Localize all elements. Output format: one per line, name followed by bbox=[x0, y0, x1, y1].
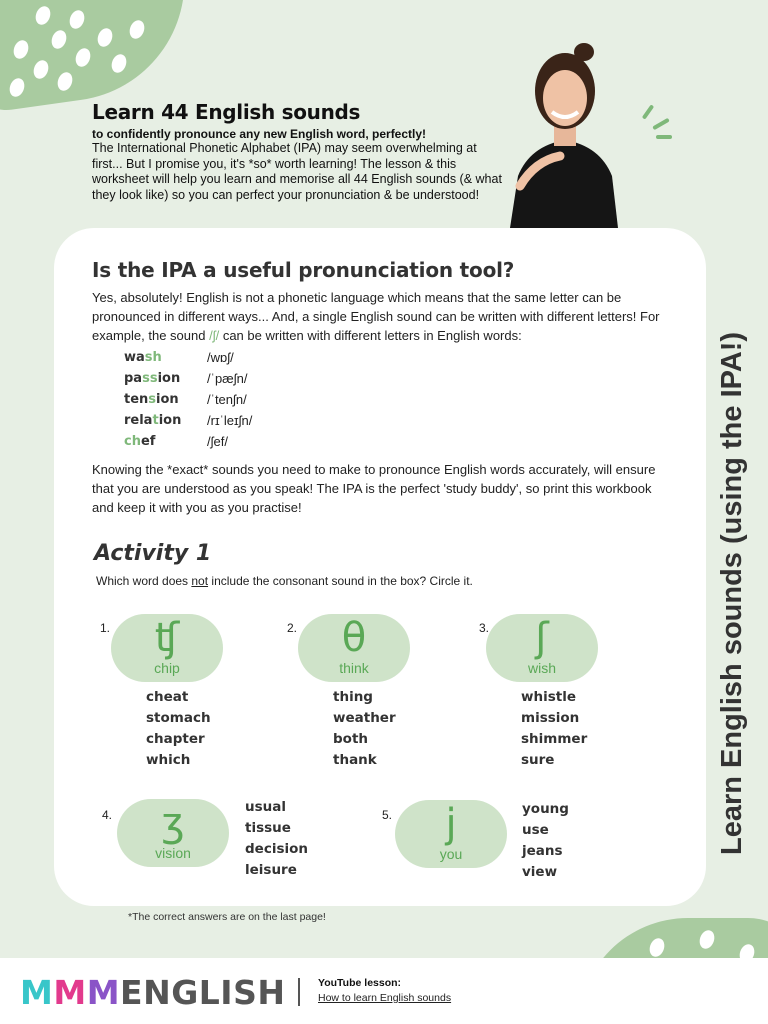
decorative-blob-top-left bbox=[0, 0, 200, 115]
page-subtitle: to confidently pronounce any new English word, perfectly! bbox=[92, 127, 427, 141]
word-choice[interactable]: chapter bbox=[146, 731, 205, 747]
item-number: 1. bbox=[100, 621, 111, 635]
paragraph-text: Yes, absolutely! English is not a phonetic language which means that the same letter can be pronounced in different ways... And, a single English sound can be written with different letters! For example, the sound bbox=[92, 290, 660, 343]
word-choice[interactable]: thing bbox=[333, 689, 373, 705]
example-word: tension bbox=[124, 392, 179, 407]
side-title: Learn English sounds (using the IPA!) bbox=[716, 331, 748, 855]
item-number: 2. bbox=[287, 621, 298, 635]
sound-example-word: vision bbox=[155, 845, 191, 861]
word-choices bbox=[146, 687, 211, 771]
ipa-symbol: ʧ bbox=[154, 615, 180, 661]
section-paragraph-1 bbox=[92, 288, 662, 345]
example-row bbox=[124, 434, 324, 455]
sound-example-word: you bbox=[439, 846, 463, 862]
example-ipa: /wɒʃ/ bbox=[207, 350, 234, 365]
paragraph-text: can be written with different letters in English words: bbox=[219, 328, 522, 343]
word-choice[interactable]: sure bbox=[521, 752, 555, 768]
word-choice[interactable]: which bbox=[146, 752, 191, 768]
word-choice[interactable]: tissue bbox=[245, 820, 291, 836]
example-word-list bbox=[124, 350, 324, 455]
word-choice[interactable]: jeans bbox=[522, 843, 563, 859]
item-number: 5. bbox=[382, 808, 393, 822]
word-choice[interactable]: view bbox=[522, 864, 558, 880]
word-choice[interactable]: young bbox=[522, 801, 569, 817]
example-ipa: /rɪˈleɪʃn/ bbox=[207, 413, 253, 428]
example-word: passion bbox=[124, 371, 181, 386]
word-choices bbox=[522, 799, 569, 883]
sound-box bbox=[111, 614, 223, 682]
ipa-symbol: j bbox=[445, 801, 457, 847]
activity-instruction: Which word does not include the consonant sound in the box? Circle it. bbox=[96, 574, 473, 588]
example-ipa: /ʃef/ bbox=[207, 434, 228, 449]
word-choice[interactable]: thank bbox=[333, 752, 377, 768]
example-word: relation bbox=[124, 413, 182, 428]
intro-text: The International Phonetic Alphabet (IPA) may seem overwhelming at first... But I promise you, it's *so* worth learning! The lesson & this worksheet will help you learn and memorise all 44 English sounds (& what they look like) so you can perfect your pronunciation & be understood! bbox=[92, 141, 502, 202]
word-choice[interactable]: both bbox=[333, 731, 369, 747]
activity-title: Activity 1 bbox=[94, 541, 212, 566]
ipa-symbol: ʒ bbox=[161, 800, 185, 846]
word-choice[interactable]: decision bbox=[245, 841, 308, 857]
header bbox=[92, 100, 512, 203]
word-choice[interactable]: leisure bbox=[245, 862, 297, 878]
example-word: wash bbox=[124, 350, 162, 365]
brand-logo: MMMENGLISH bbox=[20, 973, 286, 1012]
example-word: chef bbox=[124, 434, 156, 449]
sound-box bbox=[117, 799, 229, 867]
section-paragraph-2: Knowing the *exact* sounds you need to make to pronounce English words accurately, will ensure that you are understood as you speak! The IPA is the perfect 'study buddy', so print this workbook and keep it with you as you practise! bbox=[92, 462, 656, 515]
word-choices bbox=[245, 797, 308, 881]
sound-example-word: think bbox=[339, 660, 369, 676]
word-choice[interactable]: whistle bbox=[521, 689, 576, 705]
page-title: Learn 44 English sounds bbox=[92, 100, 361, 124]
word-choices bbox=[521, 687, 587, 771]
sound-box bbox=[395, 800, 507, 868]
example-row bbox=[124, 392, 324, 413]
word-choice[interactable]: mission bbox=[521, 710, 580, 726]
example-row bbox=[124, 413, 324, 434]
ipa-sound-highlight: /ʃ/ bbox=[209, 328, 220, 343]
sound-example-word: wish bbox=[527, 660, 556, 676]
example-ipa: /ˈpæʃn/ bbox=[207, 371, 248, 386]
accent-dash bbox=[642, 104, 654, 119]
word-choices bbox=[333, 687, 396, 771]
answers-note: *The correct answers are on the last page! bbox=[128, 911, 326, 923]
example-ipa: /ˈtenʃn/ bbox=[207, 392, 247, 407]
item-number: 4. bbox=[102, 808, 113, 822]
accent-dash bbox=[656, 135, 672, 139]
word-choice[interactable]: use bbox=[522, 822, 549, 838]
item-number: 3. bbox=[479, 621, 490, 635]
ipa-symbol: ʃ bbox=[535, 615, 549, 661]
word-choice[interactable]: cheat bbox=[146, 689, 189, 705]
word-choice[interactable]: stomach bbox=[146, 710, 211, 726]
word-choice[interactable]: usual bbox=[245, 799, 286, 815]
footer-divider bbox=[298, 978, 300, 1006]
accent-dash bbox=[652, 118, 670, 130]
youtube-label: YouTube lesson: bbox=[318, 977, 402, 989]
example-row bbox=[124, 350, 324, 371]
word-choice[interactable]: weather bbox=[333, 710, 396, 726]
sound-example-word: chip bbox=[154, 660, 180, 676]
example-row bbox=[124, 371, 324, 392]
section-title: Is the IPA a useful pronunciation tool? bbox=[92, 258, 515, 282]
ipa-symbol: θ bbox=[341, 615, 367, 661]
word-choice[interactable]: shimmer bbox=[521, 731, 588, 747]
sound-box bbox=[298, 614, 410, 682]
youtube-lesson-link[interactable]: How to learn English sounds bbox=[318, 992, 452, 1004]
sound-box bbox=[486, 614, 598, 682]
presenter-photo bbox=[490, 36, 640, 228]
